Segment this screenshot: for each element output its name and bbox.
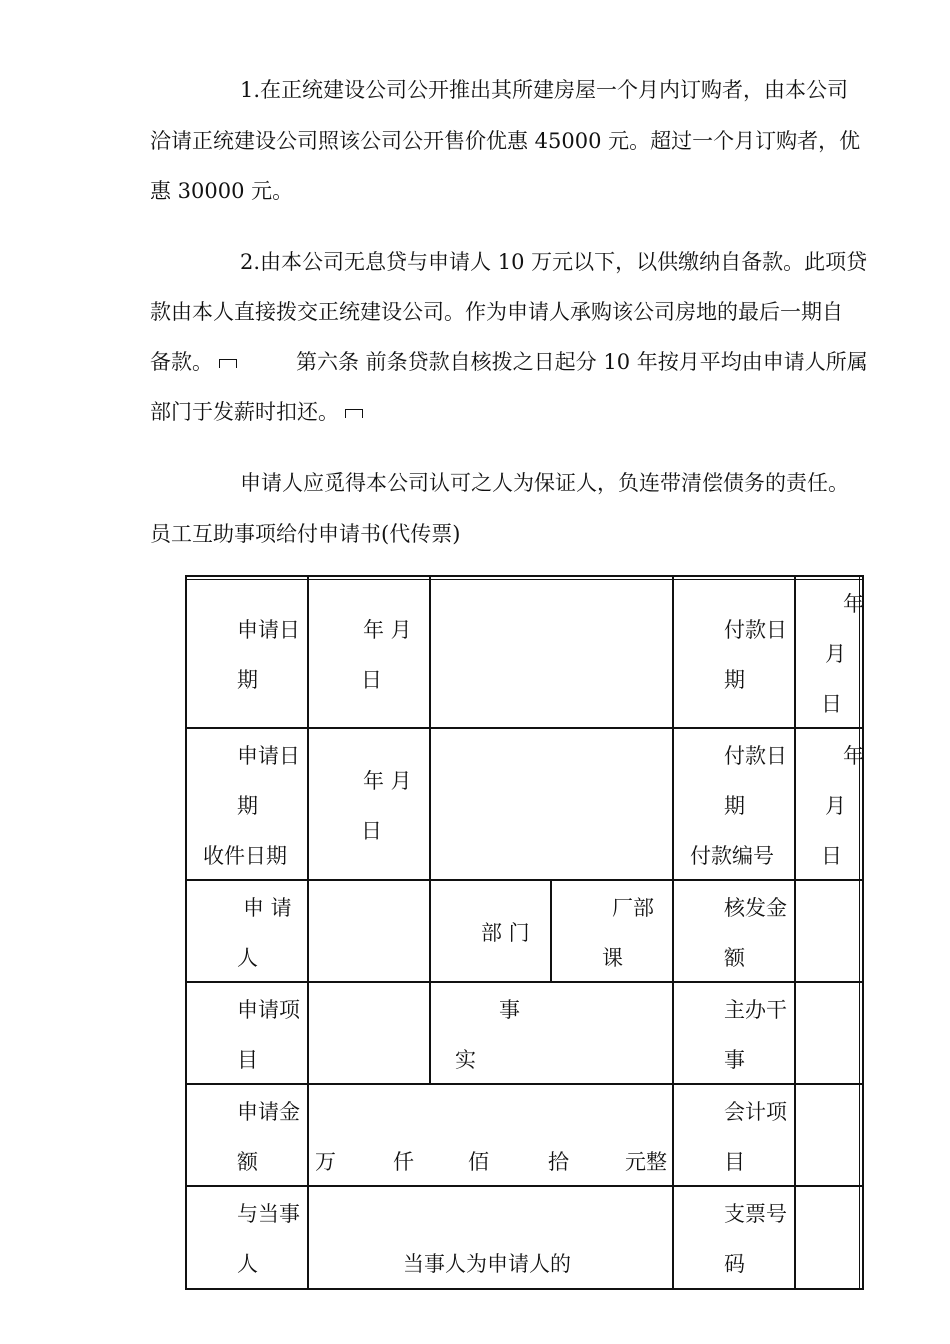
pay-date-2-day: 日 xyxy=(821,844,842,868)
table-border-left xyxy=(185,575,187,1290)
factory-label: 厂部 xyxy=(612,896,654,920)
table-border-top xyxy=(185,575,864,577)
paragraph-2-line-3a xyxy=(150,346,237,376)
pay-date-2-label-a: 付款日 xyxy=(724,744,787,768)
party-relation-label xyxy=(237,1189,300,1289)
officer-label xyxy=(724,985,787,1085)
paragraph-3-line-1: 申请人应觅得本公司认可之人为保证人，负连带清偿债务的责任。 xyxy=(240,471,849,495)
apply-date-value-a: 年 月 xyxy=(363,618,412,642)
account-item-label-a: 会计项 xyxy=(724,1100,787,1124)
apply-amount-label xyxy=(237,1087,300,1187)
paragraph-2-line-3b: 第六条 前条贷款自核拨之日起分 10 年按月平均由申请人所属 xyxy=(296,350,868,374)
amount-unit-wan: 万 xyxy=(315,1150,336,1174)
apply-date-value[interactable] xyxy=(363,605,412,705)
section-label: 课 xyxy=(602,946,623,970)
party-relation-label-b: 人 xyxy=(237,1252,258,1276)
apply-date-label xyxy=(237,605,300,705)
apply-amount-label-a: 申请金 xyxy=(237,1100,300,1124)
applicant-label-a: 申 请 xyxy=(243,896,292,920)
col-divider-a xyxy=(307,575,309,1290)
paragraph-1-line-3: 惠 30000 元。 xyxy=(150,179,294,203)
department-label: 部 门 xyxy=(481,921,530,945)
apply-amount-label-b: 额 xyxy=(237,1150,258,1174)
pay-date-month: 月 xyxy=(825,642,846,666)
amount-unit-qian: 仟 xyxy=(393,1150,414,1174)
pay-date-2-month: 月 xyxy=(825,794,846,818)
cheque-number-label-a: 支票号 xyxy=(724,1202,787,1226)
officer-label-b: 事 xyxy=(724,1048,745,1072)
field-mark-icon xyxy=(345,409,363,418)
approved-amount-label xyxy=(724,883,787,983)
col-divider-c xyxy=(672,575,674,1290)
party-note: 当事人为申请人的 xyxy=(403,1252,571,1276)
apply-date-value-b: 日 xyxy=(361,668,382,692)
apply-date-2-value-b: 日 xyxy=(361,819,382,843)
apply-date-label-b: 期 xyxy=(237,668,258,692)
form-title: 员工互助事项给付申请书(代传票) xyxy=(150,522,461,546)
cheque-number-label xyxy=(724,1189,787,1289)
col-divider-b xyxy=(429,575,431,1085)
paragraph-2-line-2: 款由本人直接拨交正统建设公司。作为申请人承购该公司房地的最后一期自 xyxy=(150,300,843,324)
amount-unit-bai: 佰 xyxy=(468,1150,489,1174)
pay-date-2-label-b: 期 xyxy=(724,794,745,818)
paragraph-2-line-1: 2.由本公司无息贷与申请人 10 万元以下，以供缴纳自备款。此项贷 xyxy=(240,250,868,274)
cheque-number-label-b: 码 xyxy=(724,1252,745,1276)
apply-date-label-a: 申请日 xyxy=(237,618,300,642)
paragraph-1-line-2: 洽请正统建设公司照该公司公开售价优惠 45000 元。超过一个月订购者，优 xyxy=(150,129,861,153)
apply-date-2-label-b: 期 xyxy=(237,794,258,818)
pay-date-2-label xyxy=(690,731,787,881)
apply-date-2-value[interactable] xyxy=(363,756,412,856)
pay-date-2-year: 年 xyxy=(843,744,864,768)
facts-label-b: 实 xyxy=(455,1048,476,1072)
pay-date-value[interactable] xyxy=(821,579,864,729)
amount-unit-yuan: 元整 xyxy=(625,1150,667,1174)
factory-section-label xyxy=(602,883,654,983)
pay-date-2-value[interactable] xyxy=(821,731,864,881)
apply-date-2-value-a: 年 月 xyxy=(363,769,412,793)
col-divider-d xyxy=(794,575,796,1290)
party-relation-label-a: 与当事 xyxy=(237,1202,300,1226)
apply-item-label xyxy=(237,985,300,1085)
pay-date-label-a: 付款日 xyxy=(724,618,787,642)
apply-item-label-b: 目 xyxy=(237,1048,258,1072)
receipt-date-label: 收件日期 xyxy=(203,844,287,868)
approved-amount-label-b: 额 xyxy=(724,946,745,970)
apply-date-2-label xyxy=(203,731,300,881)
approved-amount-label-a: 核发金 xyxy=(724,896,787,920)
col-divider-e xyxy=(550,881,552,983)
paragraph-2-line-4 xyxy=(150,396,363,426)
application-form-table xyxy=(185,575,864,1290)
applicant-label xyxy=(237,883,292,983)
paragraph-1-line-1: 1.在正统建设公司公开推出其所建房屋一个月内订购者，由本公司 xyxy=(240,78,849,102)
facts-label xyxy=(455,985,520,1085)
pay-date-label xyxy=(724,605,787,705)
row-divider-1 xyxy=(185,727,864,729)
account-item-label xyxy=(724,1087,787,1187)
pay-date-year: 年 xyxy=(843,592,864,616)
pay-date-label-b: 期 xyxy=(724,668,745,692)
paragraph-2-line-3a-text: 备款。 xyxy=(150,350,213,374)
apply-item-label-a: 申请项 xyxy=(237,998,300,1022)
payment-number-label: 付款编号 xyxy=(690,844,774,868)
apply-date-2-label-a: 申请日 xyxy=(237,744,300,768)
field-mark-icon xyxy=(219,359,237,368)
facts-label-a: 事 xyxy=(499,998,520,1022)
officer-label-a: 主办干 xyxy=(724,998,787,1022)
amount-unit-shi: 拾 xyxy=(548,1150,569,1174)
account-item-label-b: 目 xyxy=(724,1150,745,1174)
table-border-top-inner xyxy=(185,579,864,580)
pay-date-day: 日 xyxy=(821,692,842,716)
applicant-label-b: 人 xyxy=(237,946,258,970)
paragraph-2-line-4-text: 部门于发薪时扣还。 xyxy=(150,400,339,424)
